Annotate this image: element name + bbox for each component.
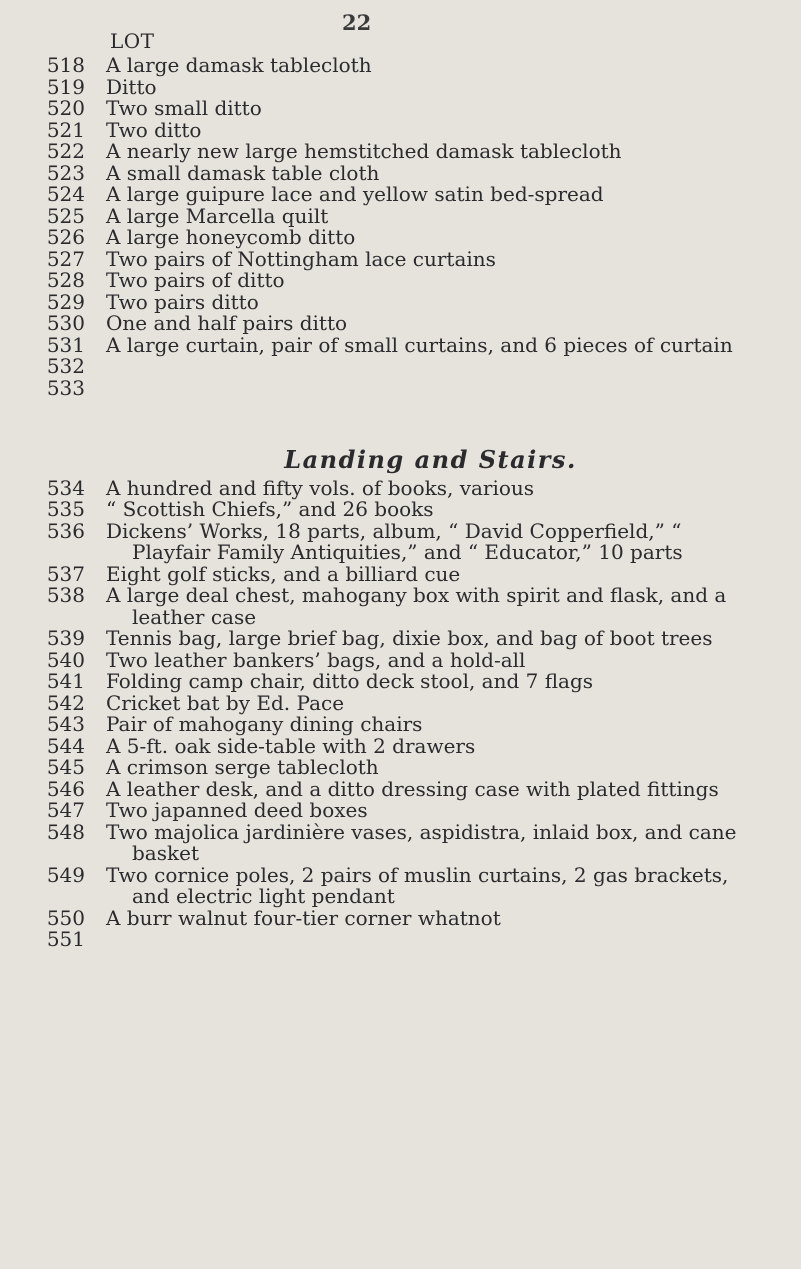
lot-row <box>0 98 801 120</box>
lot-row <box>0 246 801 271</box>
lot-description: Dickens’ Works, 18 parts, album, “ David Copperfield,” “ Playfair Family Antiquities,” and “ Educator,” 10 parts <box>106 518 683 564</box>
lot-description: A large damask tablecloth <box>106 53 372 77</box>
lot-row <box>0 227 801 249</box>
lot-row <box>0 776 801 801</box>
lot-number: 518 <box>46 53 85 77</box>
lot-number: 522 <box>46 139 85 163</box>
page-number: 22 <box>342 10 372 35</box>
lot-number: 551 <box>46 927 85 951</box>
lot-row <box>0 160 801 185</box>
lot-number: 520 <box>46 96 85 120</box>
lot-row <box>0 585 801 628</box>
lot-description: A large deal chest, mahogany box with spirit and flask, and a leather case <box>106 583 727 629</box>
lot-description: A large honeycomb ditto <box>106 225 356 249</box>
lot-description: A large Marcella quilt <box>106 203 329 228</box>
lot-row <box>0 647 801 672</box>
lot-number: 536 <box>46 518 85 543</box>
lot-number: 549 <box>46 862 85 887</box>
lot-description: “ Scottish Chiefs,” and 26 books <box>106 497 434 521</box>
lot-number: 530 <box>46 311 85 335</box>
lot-number: 543 <box>46 712 85 736</box>
section-heading: Landing and Stairs. <box>284 445 577 474</box>
lot-description: Two japanned deed boxes <box>106 798 368 822</box>
lot-number: 521 <box>46 117 85 142</box>
lot-description: Cricket bat by Ed. Pace <box>106 690 345 715</box>
lot-row <box>0 819 801 865</box>
lot-row <box>0 55 801 77</box>
lot-number: 531 <box>46 332 85 357</box>
lot-number: 538 <box>46 583 85 607</box>
lot-row <box>0 117 801 142</box>
lot-number: 533 <box>46 375 85 400</box>
lot-description: A crimson serge tablecloth <box>106 755 379 779</box>
lot-row <box>0 356 801 378</box>
lot-number: 526 <box>46 225 85 249</box>
lot-row <box>0 690 801 715</box>
lot-description: Two cornice poles, 2 pairs of muslin curtains, 2 gas brackets, and electric light pendant <box>106 862 729 908</box>
lot-description: Two pairs ditto <box>106 289 259 314</box>
lot-description: A large curtain, pair of small curtains, and 6 pieces of curtain <box>106 332 733 357</box>
lot-row <box>0 289 801 314</box>
lot-row <box>0 714 801 736</box>
lot-number: 546 <box>46 776 85 801</box>
lot-number: 524 <box>46 182 85 206</box>
lot-row <box>0 518 801 564</box>
lot-row <box>0 74 801 99</box>
lot-description: Two majolica jardinière vases, aspidistra, inlaid box, and cane basket <box>106 819 737 865</box>
lot-number: 529 <box>46 289 85 314</box>
lot-description <box>106 378 766 400</box>
lot-group-landing-and-stairs <box>0 475 801 951</box>
lot-row <box>0 628 801 650</box>
lot-number: 539 <box>46 626 85 650</box>
lot-description: Two pairs of Nottingham lace curtains <box>106 246 496 271</box>
lot-description: Two pairs of ditto <box>106 268 285 292</box>
lot-row <box>0 561 801 586</box>
lot-row <box>0 332 801 357</box>
lot-row <box>0 733 801 758</box>
lot-row <box>0 929 801 951</box>
lot-number: 544 <box>46 733 85 758</box>
lot-number: 541 <box>46 669 85 693</box>
lot-list <box>0 55 801 951</box>
lot-number: 523 <box>46 160 85 185</box>
lot-row <box>0 905 801 930</box>
lot-number: 528 <box>46 268 85 292</box>
lot-row <box>0 184 801 206</box>
lot-description: A large guipure lace and yellow satin bed-spread <box>106 182 604 206</box>
lot-number: 550 <box>46 905 85 930</box>
lot-row <box>0 203 801 228</box>
lot-description: A nearly new large hemstitched damask tablecloth <box>106 139 622 163</box>
lot-description <box>106 929 766 951</box>
lot-number: 545 <box>46 755 85 779</box>
lot-number: 537 <box>46 561 85 586</box>
lot-description: Pair of mahogany dining chairs <box>106 712 423 736</box>
lot-row <box>0 141 801 163</box>
lot-row <box>0 499 801 521</box>
lot-row <box>0 862 801 908</box>
lot-number: 525 <box>46 203 85 228</box>
lot-row <box>0 375 801 400</box>
lot-description: A small damask table cloth <box>106 160 380 185</box>
lot-number: 540 <box>46 647 85 672</box>
lot-row <box>0 270 801 292</box>
lot-group-bedroom-linen <box>0 55 801 399</box>
lot-row <box>0 800 801 822</box>
lot-number: 534 <box>46 475 85 500</box>
lot-row <box>0 313 801 335</box>
lot-number: 519 <box>46 74 85 99</box>
lot-number: 535 <box>46 497 85 521</box>
lot-description: Two small ditto <box>106 96 262 120</box>
lot-row <box>0 475 801 500</box>
lot-number: 548 <box>46 819 85 844</box>
lot-row <box>0 757 801 779</box>
lot-number: 527 <box>46 246 85 271</box>
lot-description: A hundred and fifty vols. of books, various <box>106 475 535 500</box>
lot-description: Eight golf sticks, and a billiard cue <box>106 561 461 586</box>
lot-column-header: LOT <box>110 29 155 53</box>
lot-description: A 5-ft. oak side-table with 2 drawers <box>106 733 476 758</box>
lot-number: 532 <box>46 354 85 378</box>
lot-description: Tennis bag, large brief bag, dixie box, and bag of boot trees <box>106 626 713 650</box>
lot-description: A leather desk, and a ditto dressing case with plated fittings <box>106 776 719 801</box>
lot-description: Folding camp chair, ditto deck stool, and 7 flags <box>106 669 594 693</box>
lot-description: Ditto <box>106 74 157 99</box>
lot-description: Two ditto <box>106 117 202 142</box>
lot-number: 547 <box>46 798 85 822</box>
lot-description <box>106 356 766 378</box>
lot-row <box>0 671 801 693</box>
lot-description: A burr walnut four-tier corner whatnot <box>106 905 501 930</box>
lot-description: One and half pairs ditto <box>106 311 348 335</box>
lot-number: 542 <box>46 690 85 715</box>
lot-description: Two leather bankers’ bags, and a hold-all <box>106 647 526 672</box>
